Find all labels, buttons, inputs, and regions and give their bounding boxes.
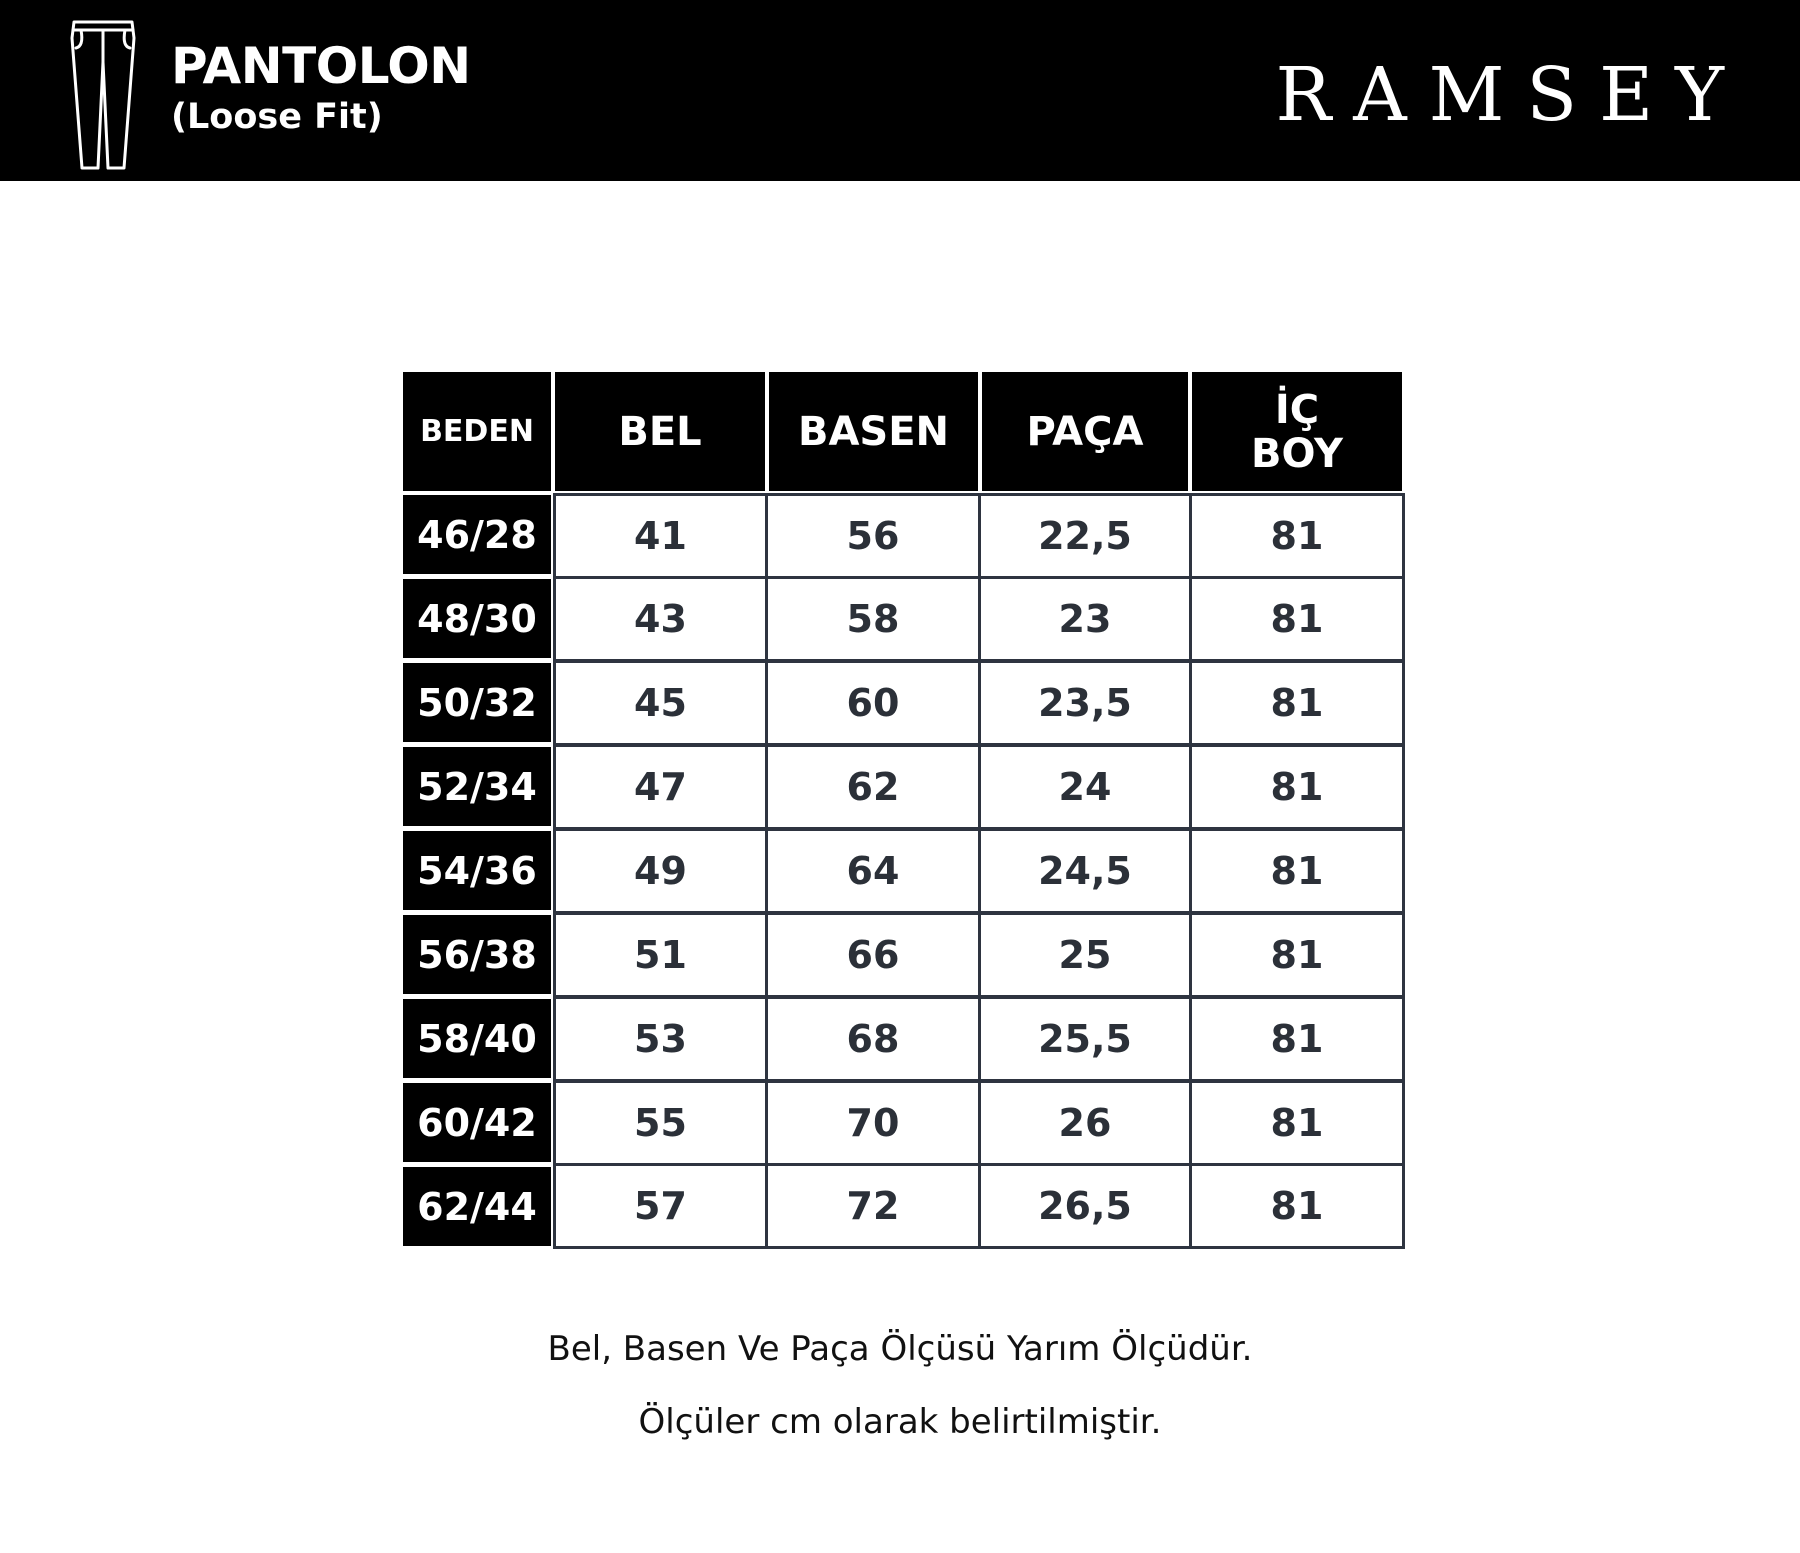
leg-opening-cell: 24 bbox=[978, 744, 1192, 830]
measurement-note: Bel, Basen Ve Paça Ölçüsü Yarım Ölçüdür. bbox=[547, 1329, 1253, 1369]
waist-cell: 51 bbox=[553, 912, 768, 998]
hip-cell: 58 bbox=[765, 576, 981, 662]
waist-cell: 45 bbox=[553, 660, 768, 746]
waist-cell: 55 bbox=[553, 1080, 768, 1166]
leg-opening-cell: 25 bbox=[978, 912, 1192, 998]
header-beden: BEDEN bbox=[403, 372, 551, 491]
product-title: PANTOLON bbox=[171, 37, 471, 95]
size-cell: 48/30 bbox=[403, 579, 551, 658]
header-ic-boy bbox=[1192, 372, 1402, 491]
unit-note: Ölçüler cm olarak belirtilmiştir. bbox=[638, 1402, 1162, 1442]
waist-cell: 57 bbox=[553, 1163, 768, 1249]
waist-cell: 47 bbox=[553, 744, 768, 830]
inseam-cell: 81 bbox=[1189, 828, 1405, 914]
leg-opening-cell: 23 bbox=[978, 576, 1192, 662]
leg-opening-cell: 23,5 bbox=[978, 660, 1192, 746]
brand-logo-text: RAMSEY bbox=[1275, 52, 1746, 138]
size-cell: 50/32 bbox=[403, 663, 551, 742]
inseam-cell: 81 bbox=[1189, 1080, 1405, 1166]
inseam-cell: 81 bbox=[1189, 660, 1405, 746]
size-cell: 46/28 bbox=[403, 495, 551, 574]
product-fit-subtitle: (Loose Fit) bbox=[171, 97, 383, 137]
leg-opening-cell: 25,5 bbox=[978, 996, 1192, 1082]
inseam-cell: 81 bbox=[1189, 996, 1405, 1082]
size-cell: 58/40 bbox=[403, 999, 551, 1078]
size-cell: 60/42 bbox=[403, 1083, 551, 1162]
header-basen: BASEN bbox=[769, 372, 978, 491]
hip-cell: 68 bbox=[765, 996, 981, 1082]
inseam-cell: 81 bbox=[1189, 493, 1405, 579]
hip-cell: 62 bbox=[765, 744, 981, 830]
waist-cell: 53 bbox=[553, 996, 768, 1082]
hip-cell: 64 bbox=[765, 828, 981, 914]
waist-cell: 43 bbox=[553, 576, 768, 662]
hip-cell: 66 bbox=[765, 912, 981, 998]
waist-cell: 41 bbox=[553, 493, 768, 579]
hip-cell: 56 bbox=[765, 493, 981, 579]
waist-cell: 49 bbox=[553, 828, 768, 914]
size-cell: 56/38 bbox=[403, 915, 551, 994]
inseam-cell: 81 bbox=[1189, 576, 1405, 662]
header-ic-boy-line2: BOY bbox=[1250, 430, 1344, 477]
hip-cell: 70 bbox=[765, 1080, 981, 1166]
inseam-cell: 81 bbox=[1189, 1163, 1405, 1249]
size-cell: 52/34 bbox=[403, 747, 551, 826]
header-paca: PAÇA bbox=[982, 372, 1188, 491]
header-bel: BEL bbox=[555, 372, 765, 491]
inseam-cell: 81 bbox=[1189, 912, 1405, 998]
inseam-cell: 81 bbox=[1189, 744, 1405, 830]
pants-icon bbox=[68, 18, 138, 172]
leg-opening-cell: 26,5 bbox=[978, 1163, 1192, 1249]
header-bar bbox=[0, 0, 1800, 181]
hip-cell: 60 bbox=[765, 660, 981, 746]
size-cell: 54/36 bbox=[403, 831, 551, 910]
leg-opening-cell: 26 bbox=[978, 1080, 1192, 1166]
header-ic-boy-line1: İÇ bbox=[1274, 386, 1320, 433]
size-cell: 62/44 bbox=[403, 1167, 551, 1246]
leg-opening-cell: 22,5 bbox=[978, 493, 1192, 579]
leg-opening-cell: 24,5 bbox=[978, 828, 1192, 914]
size-chart-table bbox=[403, 372, 1402, 1249]
hip-cell: 72 bbox=[765, 1163, 981, 1249]
